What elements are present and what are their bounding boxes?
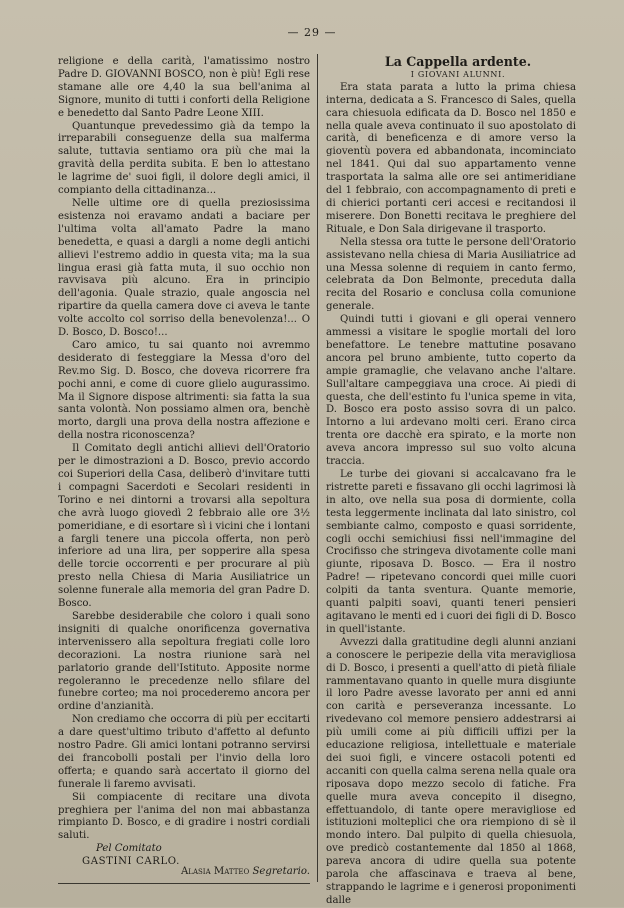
- right-column: [326, 56, 576, 908]
- secretary-signature: [150, 866, 310, 877]
- bottom-rule: [58, 883, 310, 884]
- left-paragraph-6: Sarebbe desiderabile che coloro i quali sono insigniti di qualche onorificenza governativa intervenissero alla sepoltura fregiati colle loro decorazioni. La nostra riunione sarà nel parlatorio grande dell'Istituto. Apposite norme regoleranno le precedenze nello sfilare del funebre corteo; ma noi procederemo ancora per ordine d'anzianità.: [58, 610, 310, 713]
- left-paragraph-7: Non crediamo che occorra di più per eccitarti a dare quest'ultimo tributo d'affetto al defunto nostro Padre. Gli amici lontani potranno servirsi dei francobolli postali per l'invio della loro offerta; e quando sarà accertato il giorno del funerale li faremo avvisati.: [58, 714, 310, 790]
- secretary-role: Segretario.: [252, 866, 310, 877]
- signature-committee: Pel Comitato: [96, 843, 162, 855]
- left-paragraph-1: religione e della carità, l'amatissimo nostro Padre D. GIOVANNI BOSCO, non è più! Egli rese stamane alle ore 4,40 la sua bell'anima al Signore, munito di tutti i conforti della Religione e benedetto dal Santo Padre Leone XIII.: [58, 56, 310, 119]
- left-paragraph-8: Sii compiacente di recitare una divota preghiera per l'anima del non mai abbastanza rimpianto D. Bosco, e di gradire i nostri cordiali saluti.: [58, 791, 310, 842]
- right-paragraph-3: Quindi tutti i giovani e gli operai vennero ammessi a visitare le spoglie mortali del loro benefattore. Le tenebre mattutine posavano ancora pel bruno ambiente, tutto coperto da ampie gramaglie, che velavano anche l'altare. Sull'altare campeggiava una croce. Ai piedi di questa, che dell'estinto fu l'unica speme in vita, D. Bosco era posto assiso sovra di un palco. Intorno a lui ardevano molti ceri. Erano circa trenta ore dacchè era spirato, e la morte non aveva ancora impresso sul suo volto alcuna traccia.: [326, 314, 576, 468]
- secretary-name: Alasia Matteo: [181, 866, 250, 877]
- left-column: [58, 56, 310, 869]
- column-divider: [317, 54, 318, 882]
- right-paragraph-5: Avvezzi dalla gratitudine degli alunni anziani a conoscere le peripezie della vita meravigliosa di D. Bosco, i presenti a quell'atto di pietà filiale rammentavano quanto in quelle mura disgiunte il loro Padre avesse lavorato per anni ed anni con carità e perseveranza incessante. Lo rivedevano col memore pensiero addestrarsi ai più umili come ai più difficili uffizi per la educazione religiosa, intellettuale e materiale dei suoi figli, e vincere ostacoli potenti ed accaniti con quella calma serena nella quale ora riposava dopo mezzo secolo di fatiche. Fra quelle mura aveva concepito il disegno, effettuandolo, di tante opere meravigliose ed istituzioni molteplici che ora riempiono di sè il mondo intero. Dal pulpito di quella chiesuola, ove predicò costantemente dal 1850 al 1868, pareva ancora di udire quella sua potente parola che affascinava e traeva al bene, strappando le lagrime e i generosi proponimenti dalle: [326, 636, 576, 906]
- left-paragraph-2: Quantunque prevedessimo già da tempo la irreparabili conseguenze della sua malferma salute, tuttavia sentiamo ora più che mai la gravità della perdita subita. E ben lo attestano le lagrime de' suoi figli, il dolore degli amici, il compianto della cittadinanza...: [58, 120, 310, 197]
- signature-name: GASTINI CARLO.: [82, 856, 180, 868]
- right-paragraph-4: Le turbe dei giovani si accalcavano fra le ristrette pareti e fissavano gli occhi lagrimosi là in alto, ove nella sua posa di dormiente, colla testa leggermente inclinata dal lato sinistro, col sembiante calmo, composto e quasi sorridente, cogli occhi semichiusi fissi nell'immagine del Crocifisso che stringeva divotamente colle mani giunte, riposava D. Bosco. — Era il nostro Padre! — ripetevano concordi quei mille cuori colpiti da tanta sventura. Quante memorie, quanti palpiti soavi, quanti teneri pensieri agitavano le menti ed i cuori dei figli di D. Bosco in quell'istante.: [326, 469, 576, 635]
- left-paragraph-4: Caro amico, tu sai quanto noi avremmo desiderato di festeggiare la Messa d'oro del Rev.mo Sig. D. Bosco, che doveva ricorrere fra pochi anni, e come di cuore glielo augurassimo. Ma il Signore dispose altrimenti: sia fatta la sua santa volontà. Non possiamo almen ora, benchè morto, dargli una prova della nostra affezione e della nostra riconoscenza?: [58, 339, 310, 442]
- right-paragraph-1: Era stata parata a lutto la prima chiesa interna, dedicata a S. Francesco di Sales, quella cara chiesuola edificata da D. Bosco nel 1850 e nella quale aveva continuato il suo apostolato di carità, di beneficenza e di amore verso la gioventù povera ed abbandonata, incominciato nel 1841. Qui dal suo appartamento venne trasportata la salma alle ore sei antimeridiane del 1 febbraio, con accompagnamento di preti e di chierici portanti ceri accesi e recitandosi il miserere. Don Bonetti recitava le preghiere del Rituale, e Don Sala dirigevane il trasporto.: [326, 81, 576, 235]
- left-paragraph-5: Il Comitato degli antichi allievi dell'Oratorio per le dimostrazioni a D. Bosco, previo accordo coi Superiori della Casa, deliberò d'invitare tutti i compagni Sacerdoti e Secolari residenti in Torino e nei dintorni a trovarsi alla sepoltura che avrà luogo giovedì 2 febbraio alle ore 3½ pomeridiane, e di esortare sì i vicini che i lontani a fargli tenere una piccola offerta, non però inferiore ad una lira, per sopperire alla spesa delle torcie occorrenti e per procurare al più presto nella Chiesa di Maria Ausiliatrice un solenne funerale alla memoria del gran Padre D. Bosco.: [58, 443, 310, 610]
- article-title: La Cappella ardente.: [384, 54, 532, 69]
- left-paragraph-3: Nelle ultime ore di quella preziosissima esistenza noi eravamo andati a baciare per l'ultima volta all'amato Padre la mano benedetta, e quasi a dargli a nome degli antichi allievi l'estremo addio in questa vita; ma la sua lingua erasi già fatta muta, il suo occhio non ravvisava più alcuno. Era in principio dell'agonia. Quale strazio, quale angoscia nel ripartire da quella camera dove ci aveva le tante volte accolto col sorriso della benevolenza!... O D. Bosco, D. Bosco!...: [58, 197, 310, 339]
- right-paragraph-2: Nella stessa ora tutte le persone dell'Oratorio assistevano nella chiesa di Maria Ausiliatrice ad una Messa solenne di requiem in canto fermo, celebrata da Don Belmonte, preceduta dalla recita del Rosario e conclusa colla comunione generale.: [326, 236, 576, 313]
- page-number: — 29 —: [287, 26, 337, 39]
- article-subtitle: I GIOVANI ALUNNI.: [410, 69, 506, 79]
